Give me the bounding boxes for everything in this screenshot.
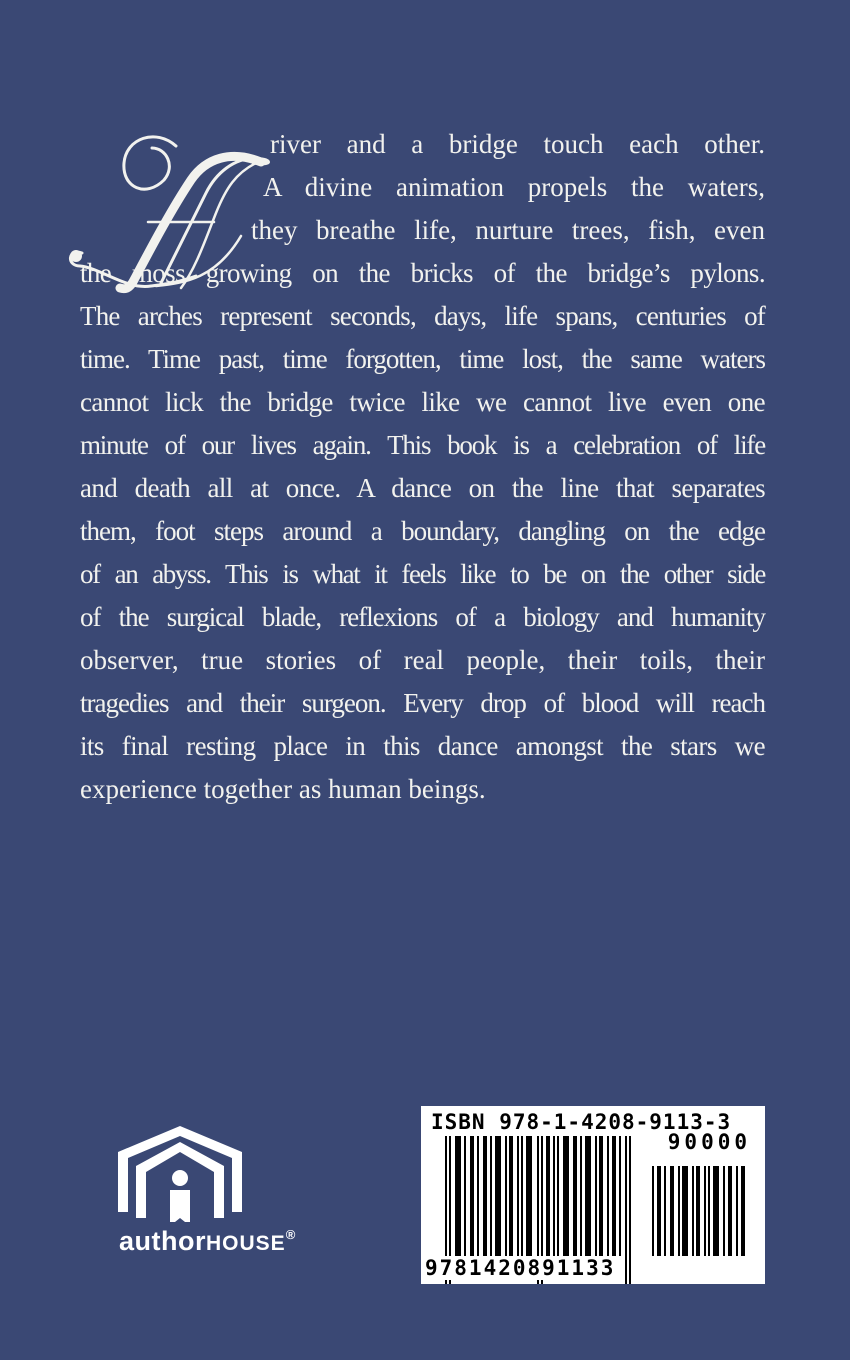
isbn-label: ISBN 978-1-4208-9113-3 xyxy=(431,1110,732,1134)
blurb-line: of the surgical blade, reflexions of a biology and humanity xyxy=(80,602,765,632)
blurb-line: tragedies and their surgeon. Every drop of blood will reach xyxy=(80,688,765,718)
blurb-line: the moss growing on the bricks of the bridge’s pylons. xyxy=(80,258,765,288)
blurb-line: A divine animation propels the waters, xyxy=(263,172,765,202)
price-code: 90000 xyxy=(667,1130,751,1154)
isbn-barcode xyxy=(421,1106,765,1284)
blurb-line: observer, true stories of real people, their toils, their xyxy=(80,645,765,675)
publisher-name-lower: author xyxy=(119,1226,206,1256)
publisher-name-upper: HOUSE xyxy=(206,1232,286,1255)
blurb-line: them, foot steps around a boundary, dangling on the edge xyxy=(80,516,765,546)
ean-digits: 9781420891133 xyxy=(425,1256,616,1280)
authorhouse-house-logo-icon xyxy=(118,1122,298,1222)
blurb-line: and death all at once. A dance on the line that separates xyxy=(80,473,765,503)
blurb-line: minute of our lives again. This book is a celebration of life xyxy=(80,430,765,460)
registered-mark: ® xyxy=(285,1227,296,1242)
blurb-line: its final resting place in this dance amongst the stars we xyxy=(80,731,765,761)
blurb-line: cannot lick the bridge twice like we cannot live even one xyxy=(80,387,765,417)
blurb-line: they breathe life, nurture trees, fish, even xyxy=(251,215,765,245)
publisher-name xyxy=(119,1226,296,1257)
addon-barcode-bars-icon xyxy=(648,1166,748,1256)
blurb-line: time. Time past, time forgotten, time lost, the same waters xyxy=(80,344,765,374)
blurb-line: river and a bridge touch each other. xyxy=(270,129,765,159)
blurb-line: of an abyss. This is what it feels like to be on the other side xyxy=(80,559,765,589)
blurb-line: The arches represent seconds, days, life spans, centuries of xyxy=(80,301,765,331)
blurb-line-last: experience together as human beings. xyxy=(80,774,486,804)
